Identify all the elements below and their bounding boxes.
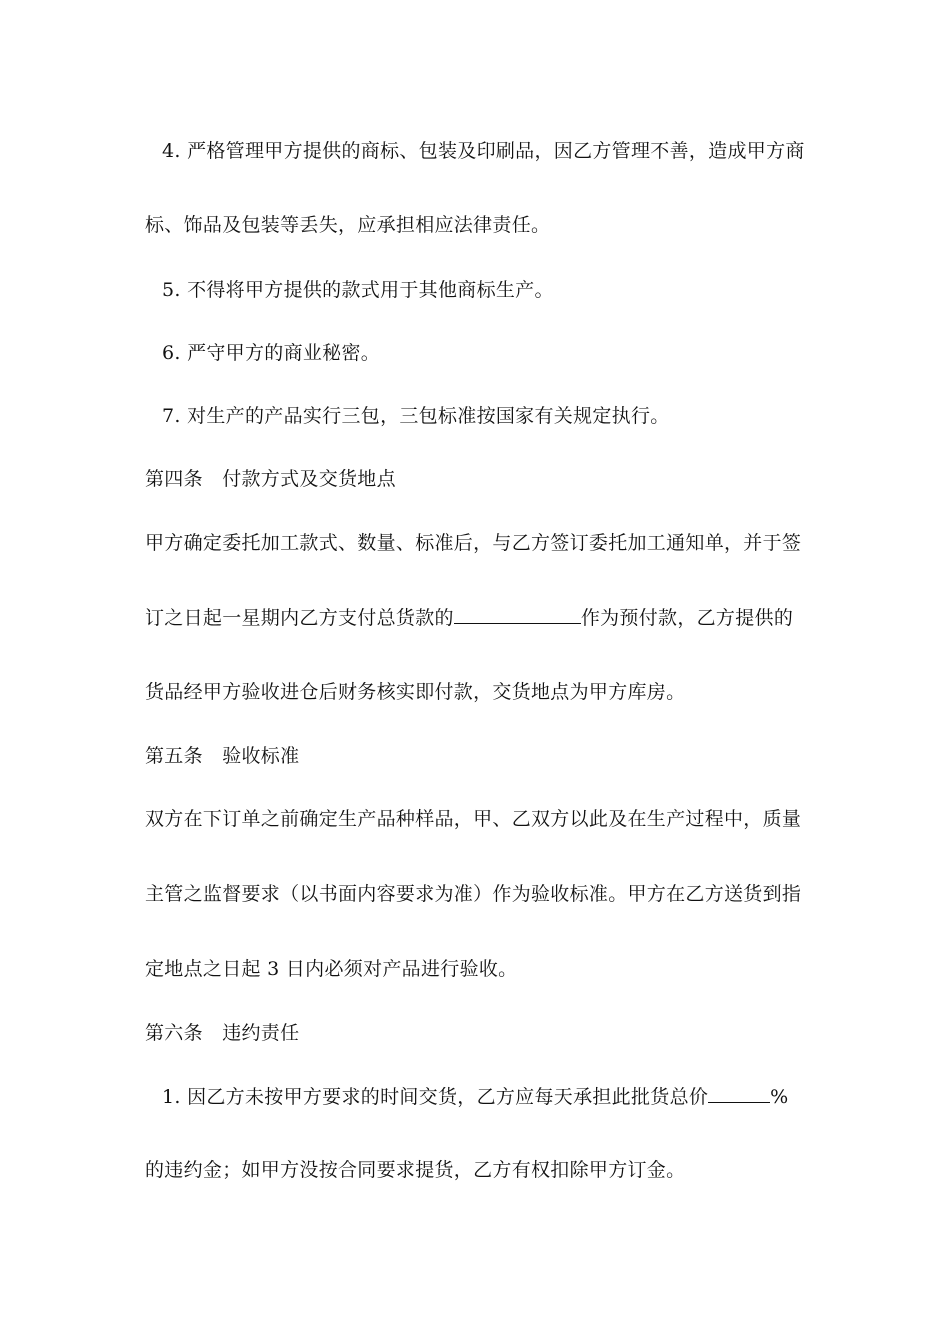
article-4-text-after-blank: 作为预付款，乙方提供的: [580, 607, 794, 629]
article-6-item-1-line-2: 的违约金；如甲方没按合同要求提货，乙方有权扣除甲方订金。: [145, 1159, 686, 1181]
penalty-percent-sign: %: [770, 1086, 789, 1108]
article-6-item-1-line-1: [162, 1084, 789, 1109]
penalty-text-before-blank: 1. 因乙方未按甲方要求的时间交货，乙方应每天承担此批货总价: [162, 1086, 709, 1108]
clause-item-4-line-1: 4. 严格管理甲方提供的商标、包装及印刷品，因乙方管理不善，造成甲方商: [162, 140, 805, 162]
prepayment-blank[interactable]: [454, 605, 581, 624]
article-6-heading: 第六条 违约责任: [145, 1022, 300, 1044]
clause-item-4-line-2: 标、饰品及包装等丢失，应承担相应法律责任。: [145, 214, 551, 236]
penalty-rate-blank[interactable]: [708, 1084, 770, 1103]
article-4-paragraph-line-2: [145, 605, 793, 630]
article-5-paragraph-line-2: 主管之监督要求（以书面内容要求为准）作为验收标准。甲方在乙方送货到指: [145, 883, 802, 905]
article-4-text-before-blank: 订之日起一星期内乙方支付总货款的: [145, 607, 454, 629]
article-4-paragraph-line-1: 甲方确定委托加工款式、数量、标准后，与乙方签订委托加工通知单，并于签: [145, 532, 802, 554]
article-5-heading: 第五条 验收标准: [145, 745, 300, 767]
article-5-paragraph-line-1: 双方在下订单之前确定生产品种样品，甲、乙双方以此及在生产过程中，质量: [145, 808, 802, 830]
clause-item-6: 6. 严守甲方的商业秘密。: [162, 342, 381, 364]
article-4-paragraph-line-3: 货品经甲方验收进仓后财务核实即付款，交货地点为甲方库房。: [145, 681, 686, 703]
clause-item-5: 5. 不得将甲方提供的款式用于其他商标生产。: [162, 279, 554, 301]
article-4-heading: 第四条 付款方式及交货地点: [145, 468, 396, 490]
article-5-paragraph-line-3: 定地点之日起 3 日内必须对产品进行验收。: [145, 958, 518, 980]
clause-item-7: 7. 对生产的产品实行三包，三包标准按国家有关规定执行。: [162, 405, 670, 427]
